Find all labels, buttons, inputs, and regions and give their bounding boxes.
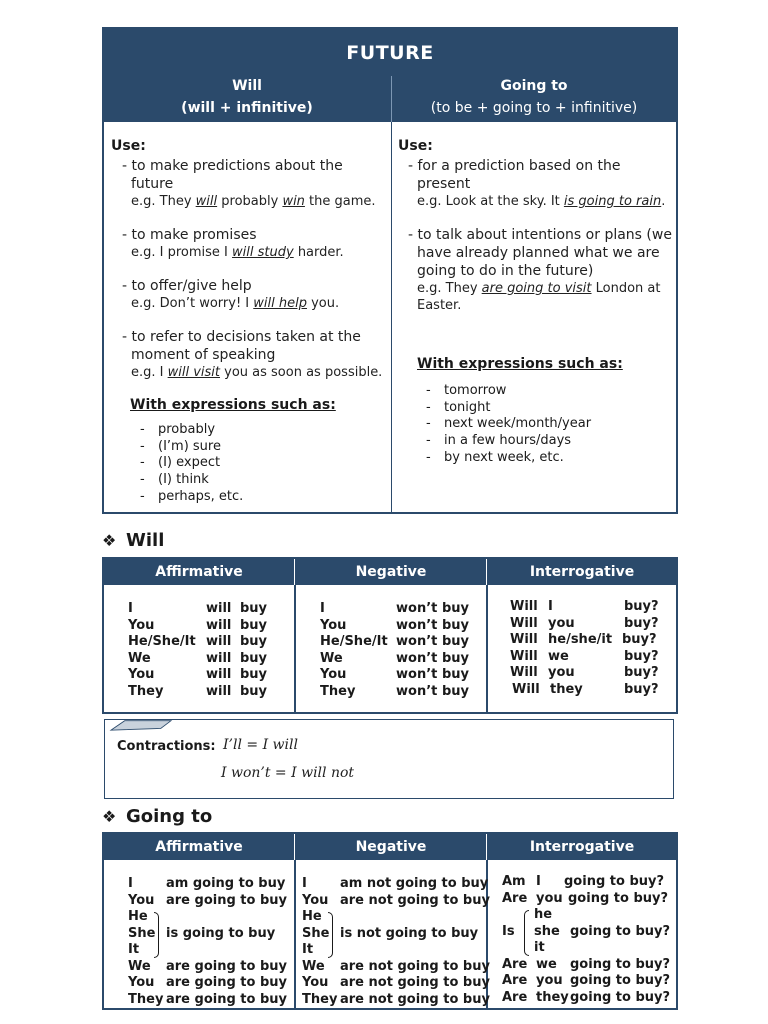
left-brace-icon [524,910,529,956]
contractions-box [104,719,674,799]
will-header-label: Will [232,78,262,94]
will-use-item [122,157,388,210]
use-label: Use: [111,138,146,154]
column-divider [294,860,296,1008]
will-use-item [122,277,388,312]
header-divider [486,834,487,860]
negative-header: Negative [355,564,427,580]
use-description: - to refer to decisions taken at the moment of speaking [122,329,361,363]
folded-tab-icon [106,719,176,731]
list-item: - by next week, etc. [426,449,564,465]
table-row: he [534,907,553,922]
will-use-item [122,328,388,381]
list-item: - perhaps, etc. [140,488,244,504]
use-description: - to talk about intentions or plans (we have already planned what we are going to do in the future) [408,227,672,279]
table-row: She [128,925,156,941]
table-row: He [128,909,148,924]
header-divider [294,559,295,585]
going-to-conjugation-table [102,832,678,1010]
use-example: e.g. Don’t worry! I will help you. [131,296,340,311]
section-title: Going to [126,806,213,827]
diamond-bullet-icon: ❖ [102,531,117,550]
group-verb: is not going to buy [340,926,479,941]
will-column-header [104,75,390,122]
use-example: e.g. I promise I will study harder. [131,245,344,260]
contraction-will-not: I won’t = I will not [221,765,355,781]
interrogative-header: Interrogative [529,839,635,855]
going-to-section-heading [102,806,212,827]
table-header-row [104,75,676,122]
will-header-formula: (will + infinitive) [181,100,313,116]
use-example: e.g. They will probably win the game. [131,194,376,209]
list-item: - next week/month/year [426,416,592,432]
group-aux: Is [502,923,515,939]
column-divider [486,585,488,712]
going-to-use-item [408,226,674,314]
table-row: It [302,942,314,957]
will-expressions-title: With expressions such as: [130,397,336,413]
contractions-label: Contractions: [117,739,216,754]
table-row: it [534,940,545,955]
going-to-negative-cell: I am not going to buy You are not going to buy He She It is not going to buy We are not going to buy You are not going to buy They are not going to buy [302,876,490,1007]
right-brace-icon [154,912,159,958]
negative-header: Negative [355,839,427,855]
header-divider [486,559,487,585]
table-row: She [302,925,330,941]
use-description: - for a prediction based on the present [408,158,621,192]
right-brace-icon [328,912,333,958]
affirmative-header: Affirmative [155,839,243,855]
header-divider [294,834,295,860]
going-to-expressions-title: With expressions such as: [417,356,623,372]
interrogative-header: Interrogative [529,564,635,580]
list-item: - probably [140,422,216,437]
going-to-header-label: Going to [500,78,568,94]
will-conjugation-table: Affirmative Negative Interrogative I will buy You will buy He/She/It will buy We will buy You will buy They will buy I won’t buy You won’t buy He/She/It won’t buy We won’t buy You won’t buy They won’t buy Will I buy? Will you buy? Will he/she/it buy? Will we buy? Will you buy? Will they buy? [102,557,678,714]
list-item: - (I) expect [140,455,221,471]
contraction-will: I’ll = I will [223,737,298,753]
going-to-header-formula: (to be + going to + infinitive) [430,100,638,116]
list-item: - tomorrow [426,383,507,398]
affirmative-header: Affirmative [155,564,243,580]
use-description: - to make predictions about the future [122,158,343,192]
going-to-column-header [392,75,676,122]
will-section-heading [102,530,164,551]
list-item: - in a few hours/days [426,433,572,449]
will-expressions-list [140,422,243,505]
list-item: - (I’m) sure [140,438,221,454]
use-example: e.g. They are going to visit London at Easter. [417,281,661,313]
column-divider [294,585,296,712]
table-header-row [104,834,676,860]
use-label: Use: [398,138,433,154]
use-example: e.g. I will visit you as soon as possible. [131,365,383,380]
list-item: - tonight [426,399,491,415]
use-example: e.g. Look at the sky. It is going to rain. [417,194,666,209]
column-divider [391,122,392,514]
going-to-interrogative-cell: Am I going to buy? Are you going to buy? Is he she it going to buy? Are we going to buy? Are you going to buy? Are they going to buy? [502,874,671,1005]
table-row: He [302,909,322,924]
group-verb: is going to buy [166,926,276,941]
table-header-row [104,559,676,585]
list-item: - (I) think [140,472,209,488]
table-title: FUTURE [104,29,676,75]
going-to-affirmative-cell: I am going to buy You are going to buy He She It is going to buy We are going to buy You are going to buy They are going to buy [128,876,288,1007]
going-to-use-item [408,157,674,210]
diamond-bullet-icon: ❖ [102,807,117,826]
table-row: she [534,923,560,939]
use-description: - to offer/give help [122,278,252,294]
future-comparison-table [102,27,678,514]
group-verb: going to buy? [570,923,671,939]
table-row: It [128,942,140,957]
header-divider [391,76,392,122]
going-to-expressions-list [426,383,591,466]
use-description: - to make promises [122,227,257,243]
will-use-item [122,226,388,261]
section-title: Will [126,530,165,551]
